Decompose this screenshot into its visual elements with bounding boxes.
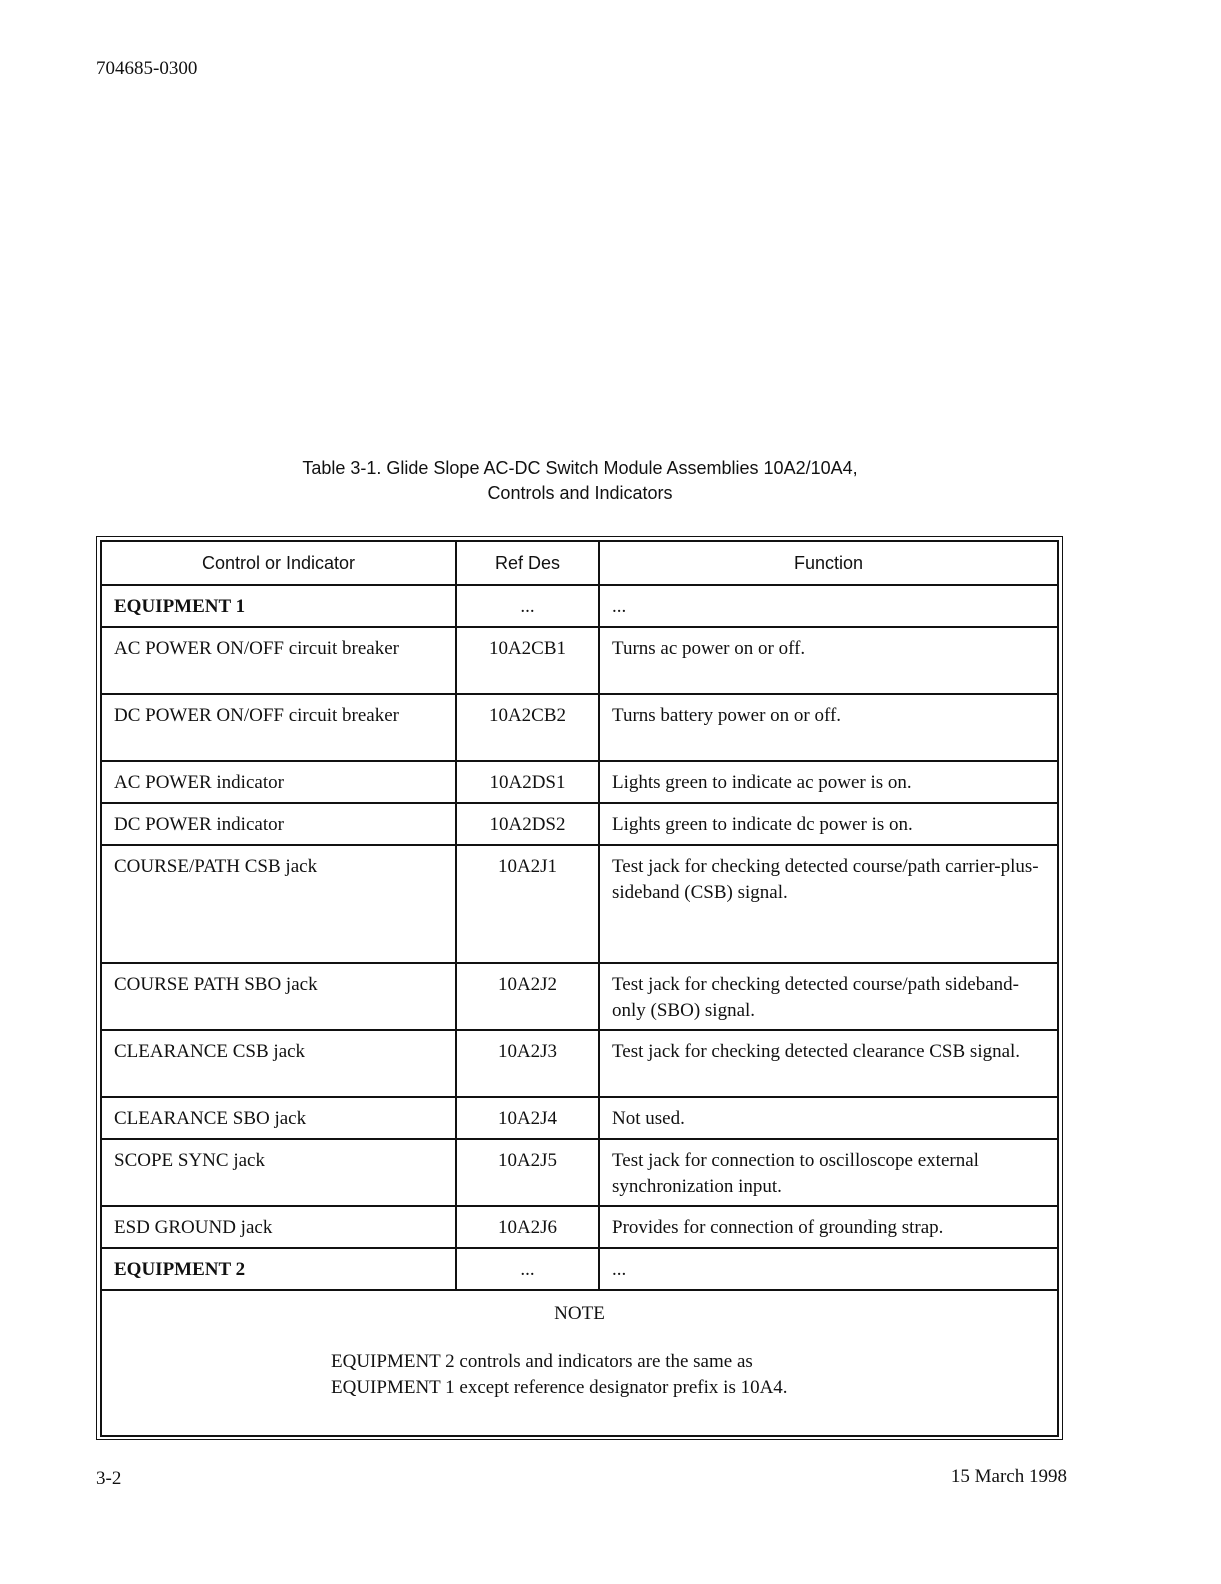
cell-function: Test jack for checking detected clearance CSB signal.	[599, 1030, 1058, 1097]
cell-ref-des: 10A2CB1	[456, 627, 599, 694]
cell-function: Test jack for checking detected course/path carrier-plus-sideband (CSB) signal.	[599, 845, 1058, 963]
cell-control: EQUIPMENT 1	[101, 585, 456, 627]
cell-function: ...	[599, 1248, 1058, 1290]
cell-function: Turns battery power on or off.	[599, 694, 1058, 761]
cell-function: Lights green to indicate ac power is on.	[599, 761, 1058, 803]
header-function: Function	[599, 541, 1058, 585]
cell-ref-des: 10A2J4	[456, 1097, 599, 1139]
note-row	[101, 1290, 1058, 1436]
table-row	[101, 803, 1058, 845]
table-row	[101, 1206, 1058, 1248]
cell-ref-des: 10A2CB2	[456, 694, 599, 761]
cell-control: CLEARANCE SBO jack	[101, 1097, 456, 1139]
cell-control: SCOPE SYNC jack	[101, 1139, 456, 1206]
table-row	[101, 761, 1058, 803]
cell-ref-des: ...	[456, 585, 599, 627]
page-number: 3-2	[96, 1468, 122, 1489]
cell-control: ESD GROUND jack	[101, 1206, 456, 1248]
cell-ref-des: 10A2J2	[456, 963, 599, 1030]
table-row	[101, 963, 1058, 1030]
document-number: 704685-0300	[96, 58, 198, 79]
table-row	[101, 1248, 1058, 1290]
cell-ref-des: 10A2J1	[456, 845, 599, 963]
cell-control: AC POWER ON/OFF circuit breaker	[101, 627, 456, 694]
caption-line-2: Controls and Indicators	[487, 483, 673, 503]
publication-date: 15 March 1998	[950, 1466, 1067, 1487]
cell-control: DC POWER ON/OFF circuit breaker	[101, 694, 456, 761]
table-row	[101, 627, 1058, 694]
cell-ref-des: 10A2J3	[456, 1030, 599, 1097]
cell-ref-des: 10A2J5	[456, 1139, 599, 1206]
cell-function: Turns ac power on or off.	[599, 627, 1058, 694]
table-header-row	[101, 541, 1058, 585]
note-title: NOTE	[554, 1303, 605, 1324]
cell-control: CLEARANCE CSB jack	[101, 1030, 456, 1097]
table-caption	[230, 456, 930, 506]
table-row	[101, 845, 1058, 963]
cell-ref-des: ...	[456, 1248, 599, 1290]
controls-table	[100, 540, 1059, 1437]
cell-control: COURSE PATH SBO jack	[101, 963, 456, 1030]
cell-function: Lights green to indicate dc power is on.	[599, 803, 1058, 845]
cell-function: Not used.	[599, 1097, 1058, 1139]
cell-ref-des: 10A2J6	[456, 1206, 599, 1248]
cell-function: Test jack for checking detected course/path sideband-only (SBO) signal.	[599, 963, 1058, 1030]
header-control: Control or Indicator	[101, 541, 456, 585]
note-text: EQUIPMENT 2 controls and indicators are the same as EQUIPMENT 1 except reference designator prefix is 10A4.	[331, 1351, 788, 1398]
cell-function: Provides for connection of grounding strap.	[599, 1206, 1058, 1248]
table-row	[101, 1030, 1058, 1097]
cell-ref-des: 10A2DS2	[456, 803, 599, 845]
cell-control: DC POWER indicator	[101, 803, 456, 845]
cell-ref-des: 10A2DS1	[456, 761, 599, 803]
cell-function: ...	[599, 585, 1058, 627]
cell-control: EQUIPMENT 2	[101, 1248, 456, 1290]
table-frame	[96, 536, 1063, 1440]
cell-control: AC POWER indicator	[101, 761, 456, 803]
header-ref-des: Ref Des	[456, 541, 599, 585]
cell-function: Test jack for connection to oscilloscope external synchronization input.	[599, 1139, 1058, 1206]
table-row	[101, 1139, 1058, 1206]
cell-control: COURSE/PATH CSB jack	[101, 845, 456, 963]
caption-line-1: Table 3-1. Glide Slope AC-DC Switch Module Assemblies 10A2/10A4,	[302, 458, 858, 478]
note-cell	[101, 1290, 1058, 1436]
table-row	[101, 694, 1058, 761]
table-row	[101, 585, 1058, 627]
table-row	[101, 1097, 1058, 1139]
